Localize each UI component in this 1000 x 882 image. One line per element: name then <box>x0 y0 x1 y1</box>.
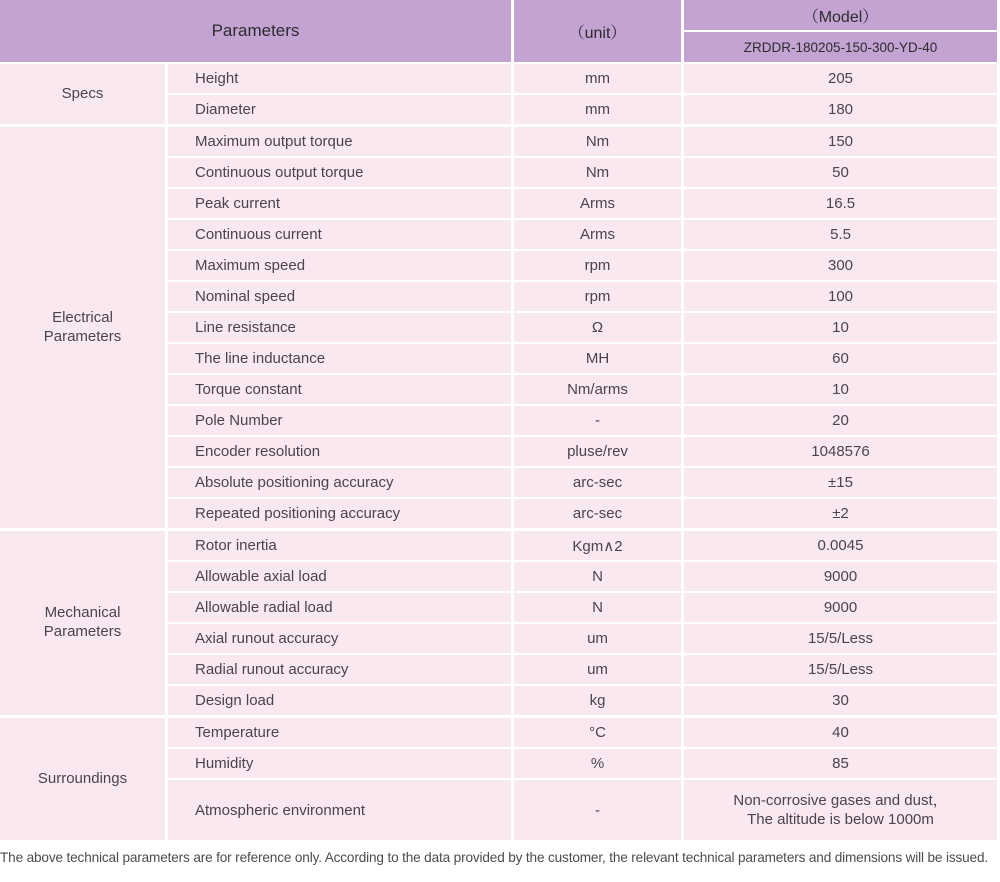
table-row <box>168 313 997 342</box>
param-name-cell: Design load <box>168 686 511 715</box>
param-name-cell: Humidity <box>168 749 511 778</box>
param-value-cell: 100 <box>684 282 997 311</box>
param-unit-cell: rpm <box>514 251 681 280</box>
param-value-cell: 50 <box>684 158 997 187</box>
param-unit-cell: Nm/arms <box>514 375 681 404</box>
table-row <box>168 718 997 747</box>
param-value-line2: The altitude is below 1000m <box>747 811 934 828</box>
table-row <box>168 593 997 622</box>
param-value-cell: 15/5/Less <box>684 655 997 684</box>
param-unit-cell: um <box>514 655 681 684</box>
param-value-cell: 180 <box>684 95 997 124</box>
param-unit-cell: Kgm∧2 <box>514 531 681 560</box>
param-unit-cell: - <box>514 406 681 435</box>
group-label-cell: Mechanical Parameters <box>0 531 165 715</box>
param-value-cell: 10 <box>684 313 997 342</box>
param-name-cell: Continuous current <box>168 220 511 249</box>
param-name-cell: Peak current <box>168 189 511 218</box>
param-value-cell: 5.5 <box>684 220 997 249</box>
param-value-cell: ±15 <box>684 468 997 497</box>
param-unit-cell: kg <box>514 686 681 715</box>
param-unit-cell: arc-sec <box>514 499 681 528</box>
param-unit-cell: Nm <box>514 158 681 187</box>
table-group <box>0 127 997 528</box>
group-rows <box>168 64 997 124</box>
table-row <box>168 749 997 778</box>
param-unit-cell: Arms <box>514 189 681 218</box>
param-value-cell <box>684 780 997 840</box>
table-header <box>0 0 997 62</box>
param-unit-cell: pluse/rev <box>514 437 681 466</box>
table-row <box>168 437 997 466</box>
param-name-cell: Maximum speed <box>168 251 511 280</box>
header-model-label: （Model） <box>684 0 997 30</box>
param-unit-cell: MH <box>514 344 681 373</box>
param-name-cell: Atmospheric environment <box>168 780 511 840</box>
param-name-cell: Radial runout accuracy <box>168 655 511 684</box>
param-value-cell: 300 <box>684 251 997 280</box>
param-name-cell: Line resistance <box>168 313 511 342</box>
param-value-cell: 10 <box>684 375 997 404</box>
param-value-cell: 0.0045 <box>684 531 997 560</box>
param-value-cell: 205 <box>684 64 997 93</box>
param-unit-cell: um <box>514 624 681 653</box>
table-row <box>168 220 997 249</box>
table-row <box>168 158 997 187</box>
param-unit-cell: °C <box>514 718 681 747</box>
group-rows <box>168 127 997 528</box>
param-name-cell: Diameter <box>168 95 511 124</box>
table-row <box>168 780 997 840</box>
table-row <box>168 251 997 280</box>
param-unit-cell: N <box>514 562 681 591</box>
table-row <box>168 64 997 93</box>
param-unit-cell: mm <box>514 95 681 124</box>
table-row <box>168 655 997 684</box>
table-row <box>168 531 997 560</box>
table-row <box>168 189 997 218</box>
param-name-cell: Torque constant <box>168 375 511 404</box>
table-row <box>168 624 997 653</box>
param-unit-cell: rpm <box>514 282 681 311</box>
table-group <box>0 531 997 715</box>
param-unit-cell: - <box>514 780 681 840</box>
param-name-cell: Allowable axial load <box>168 562 511 591</box>
param-name-cell: Allowable radial load <box>168 593 511 622</box>
param-name-cell: Axial runout accuracy <box>168 624 511 653</box>
table-row <box>168 499 997 528</box>
param-value-cell: 20 <box>684 406 997 435</box>
param-name-cell: Nominal speed <box>168 282 511 311</box>
param-name-cell: Pole Number <box>168 406 511 435</box>
param-unit-cell: Arms <box>514 220 681 249</box>
param-value-cell: 30 <box>684 686 997 715</box>
table-group <box>0 64 997 124</box>
header-model-value: ZRDDR-180205-150-300-YD-40 <box>684 32 997 62</box>
table-row <box>168 282 997 311</box>
param-value-cell: 9000 <box>684 562 997 591</box>
param-name-cell: Absolute positioning accuracy <box>168 468 511 497</box>
table-row <box>168 127 997 156</box>
table-row <box>168 468 997 497</box>
header-model-column <box>684 0 997 62</box>
header-unit: （unit） <box>514 0 681 62</box>
param-unit-cell: % <box>514 749 681 778</box>
table-row <box>168 375 997 404</box>
group-label-cell: Electrical Parameters <box>0 127 165 528</box>
param-unit-cell: N <box>514 593 681 622</box>
param-value-cell: 9000 <box>684 593 997 622</box>
group-label-cell: Surroundings <box>0 718 165 840</box>
param-value-cell: ±2 <box>684 499 997 528</box>
param-value-cell: 15/5/Less <box>684 624 997 653</box>
param-value-cell: 60 <box>684 344 997 373</box>
group-rows <box>168 531 997 715</box>
param-name-cell: Height <box>168 64 511 93</box>
param-value-cell: 150 <box>684 127 997 156</box>
table-row <box>168 562 997 591</box>
param-unit-cell: Nm <box>514 127 681 156</box>
param-value-cell: 40 <box>684 718 997 747</box>
table-row <box>168 95 997 124</box>
group-label-cell: Specs <box>0 64 165 124</box>
table-row <box>168 344 997 373</box>
table-body <box>0 64 997 840</box>
param-value-line1: Non-corrosive gases and dust， <box>733 791 948 809</box>
group-rows <box>168 718 997 840</box>
param-unit-cell: mm <box>514 64 681 93</box>
param-unit-cell: Ω <box>514 313 681 342</box>
param-name-cell: Repeated positioning accuracy <box>168 499 511 528</box>
param-name-cell: Rotor inertia <box>168 531 511 560</box>
footer-note: The above technical parameters are for reference only. According to the data provided by the customer, the relevant technical parameters and dimensions will be issued. <box>0 850 988 865</box>
param-value-cell: 85 <box>684 749 997 778</box>
table-row <box>168 406 997 435</box>
param-value-cell: 16.5 <box>684 189 997 218</box>
table-group <box>0 718 997 840</box>
param-name-cell: The line inductance <box>168 344 511 373</box>
table-row <box>168 686 997 715</box>
param-name-cell: Continuous output torque <box>168 158 511 187</box>
param-name-cell: Temperature <box>168 718 511 747</box>
param-name-cell: Encoder resolution <box>168 437 511 466</box>
header-parameters: Parameters <box>0 0 511 62</box>
param-name-cell: Maximum output torque <box>168 127 511 156</box>
param-value-cell: 1048576 <box>684 437 997 466</box>
param-unit-cell: arc-sec <box>514 468 681 497</box>
